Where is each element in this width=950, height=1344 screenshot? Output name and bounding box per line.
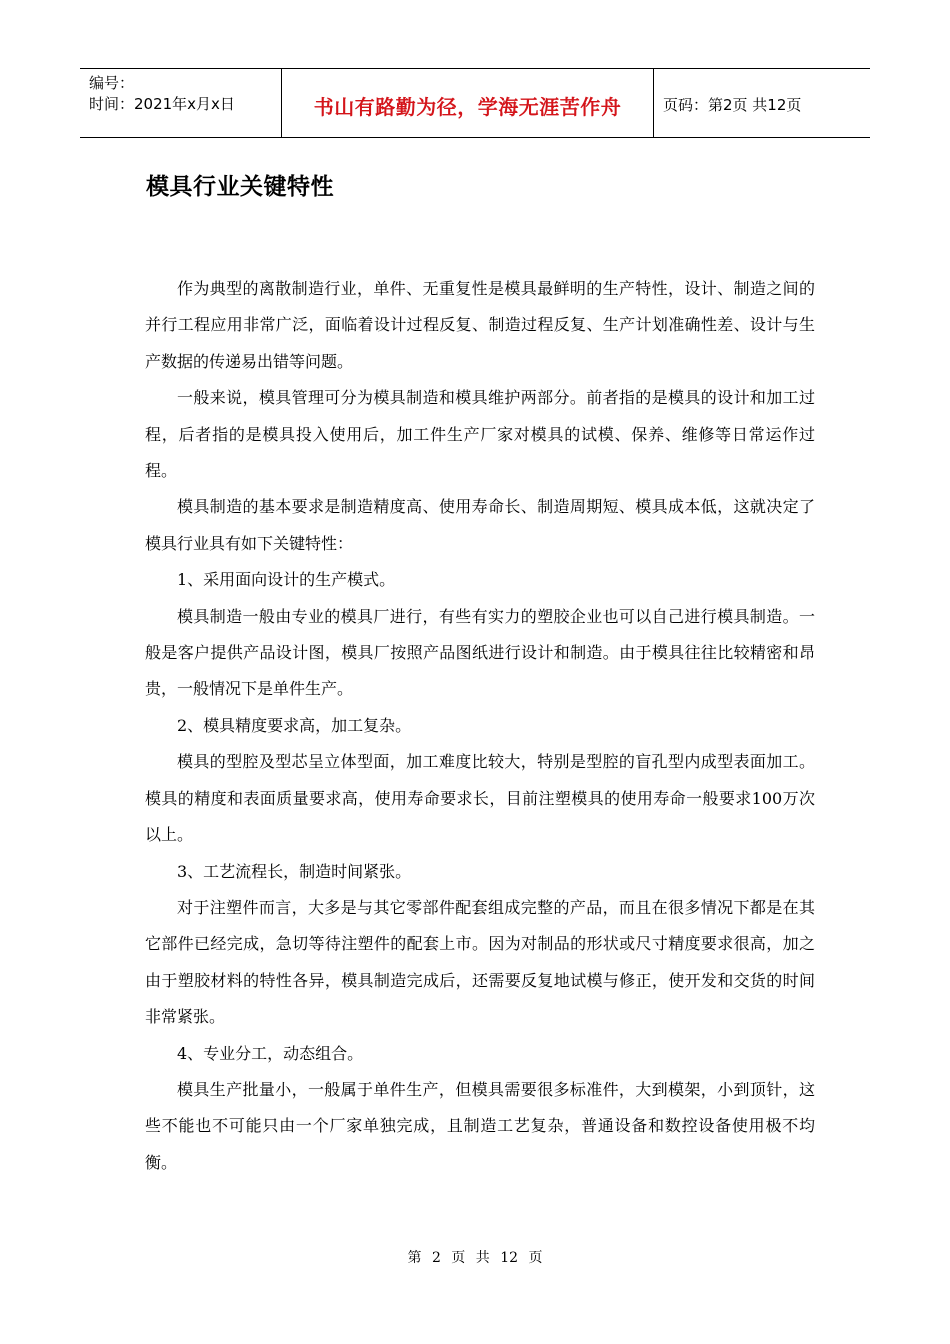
paragraph: 模具生产批量小，一般属于单件生产，但模具需要很多标准件，大到模架，小到顶针，这些不能也不可能只由一个厂家单独完成，且制造工艺复杂，普通设备和数控设备使用极不均衡。 — [145, 1079, 815, 1172]
paragraph: 对于注塑件而言，大多是与其它零部件配套组成完整的产品，而且在很多情况下都是在其它部件已经完成，急切等待注塑件的配套上市。因为对制品的形状或尺寸精度要求很高，加之由于塑胶材料的特性各异，模具制造完成后，还需要反复地试模与修正，使开发和交货的时间非常紧张。 — [145, 897, 815, 1027]
document-header — [80, 68, 870, 138]
document-time-label: 时间：2021年x月x日 — [89, 95, 235, 113]
document-number-label: 编号： — [89, 74, 135, 92]
paragraph: 模具的型腔及型芯呈立体型面，加工难度比较大，特别是型腔的盲孔型内成型表面加工。模具的精度和表面质量要求高，使用寿命要求长，目前注塑模具的使用寿命一般要求100万次以上。 — [145, 752, 815, 845]
section-heading: 2、模具精度要求高，加工复杂。 — [177, 715, 412, 735]
page-footer: 第 2 页 共 12 页 — [407, 1250, 543, 1266]
header-meta — [80, 69, 282, 137]
document-body — [145, 271, 815, 1181]
header-motto: 书山有路勤为径，学海无涯苦作舟 — [282, 69, 654, 137]
paragraph: 作为典型的离散制造行业，单件、无重复性是模具最鲜明的生产特性，设计、制造之间的并行工程应用非常广泛，面临着设计过程反复、制造过程反复、生产计划准确性差、设计与生产数据的传递易出错等问题。 — [145, 279, 815, 371]
header-page-info: 页码：第2页 共12页 — [663, 95, 802, 114]
document-title: 模具行业关键特性 — [146, 174, 334, 200]
paragraph: 模具制造一般由专业的模具厂进行，有些有实力的塑胶企业也可以自己进行模具制造。一般是客户提供产品设计图，模具厂按照产品图纸进行设计和制造。由于模具往往比较精密和昂贵，一般情况下是单件生产。 — [145, 606, 815, 699]
section-heading: 3、工艺流程长，制造时间紧张。 — [177, 861, 412, 881]
section-heading: 1、采用面向设计的生产模式。 — [177, 570, 396, 590]
paragraph: 模具制造的基本要求是制造精度高、使用寿命长、制造周期短、模具成本低，这就决定了模具行业具有如下关键特性： — [145, 497, 815, 553]
section-heading: 4、专业分工，动态组合。 — [177, 1043, 364, 1063]
paragraph: 一般来说，模具管理可分为模具制造和模具维护两部分。前者指的是模具的设计和加工过程，后者指的是模具投入使用后，加工件生产厂家对模具的试模、保养、维修等日常运作过程。 — [145, 388, 815, 481]
